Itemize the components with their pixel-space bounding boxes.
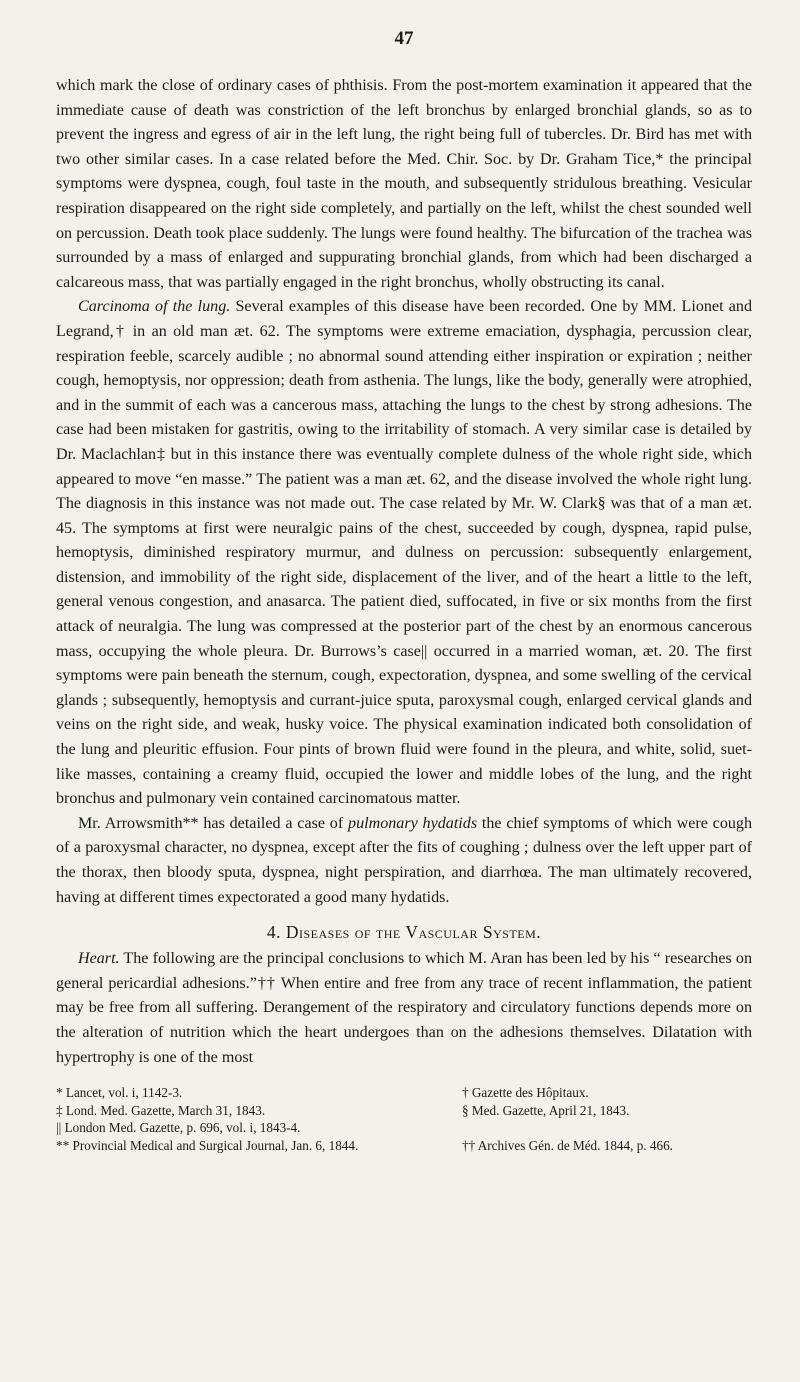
footnote: * Lancet, vol. i, 1142-3.: [56, 1085, 183, 1101]
carcinoma-lead: Carcinoma of the lung.: [78, 298, 231, 316]
footnotes: [56, 1084, 752, 1154]
heart-body: The following are the principal conclusions to which M. Aran has been led by his “ researches on general pericardial adhesions.”†† When entire and free from any trace of recent inflammation, the patient may be free from all suffering. Derangement of the respiratory and circulatory functions depends more on the alteration of nutrition which the heart undergoes than on the adhesions themselves. Dilatation with hypertrophy is one of the most: [56, 950, 752, 1066]
footnote: ‡ Lond. Med. Gazette, March 31, 1843.: [56, 1102, 266, 1118]
footnote: †† Archives Gén. de Méd. 1844, p. 466.: [462, 1137, 673, 1153]
page-number: 47: [394, 28, 414, 49]
paragraph-phthisis-case: which mark the close of ordinary cases of phthisis. From the post-mortem examination it appeared that the immediate cause of death was constriction of the left bronchus by enlarged bronchial glands, so as to prevent the ingress and egress of air in the left lung, the right being full of tubercles. Dr. Bird has met with two other similar cases. In a case related before the Med. Chir. Soc. by Dr. Graham Tice,* the principal symptoms were dyspnea, cough, foul taste in the mouth, and subsequently stridulous breathing. Vesicular respiration disappeared on the right side completely, and partially on the left, whilst the chest sounded well on percussion. Death took place suddenly. The lungs were found healthy. The bifurcation of the trachea was surrounded by a mass of enlarged and suppurating bronchial glands, from which had been discharged a calcareous mass, that was partially engaged in the right bronchus, wholly obstructing its canal.: [56, 77, 752, 291]
carcinoma-body: Several examples of this disease have been recorded. One by MM. Lionet and Legrand,† in an old man æt. 62. The symptoms were extreme emaciation, dysphagia, percussion clear, respiration feeble, scarcely audible ; no abnormal sound attending either inspiration or expiration ; neither cough, hemoptysis, nor oppression; death from asthenia. The lungs, like the body, generally were atrophied, and in the summit of each was a cancerous mass, attaching the lungs to the chest by strong adhesions. The case had been mistaken for gastritis, owing to the irritability of stomach. A very similar case is detailed by Dr. Maclachlan‡ but in this instance there was eventually complete dulness of the whole right side, which appeared to move “en masse.” The patient was a man æt. 62, and the disease involved the whole right lung. The diagnosis in this instance was not made out. The case related by Mr. W. Clark§ was that of a man æt. 45. The symptoms at first were neuralgic pains of the chest, succeeded by cough, dyspnea, rapid pulse, hemoptysis, diminished respiratory murmur, and dulness on percussion: subsequently enlargement, distension, and immobility of the right side, displacement of the liver, and of the heart a little to the left, general venous congestion, and anasarca. The patient died, suffocated, in five or six months from the first attack of neuralgia. The lung was compressed at the posterior part of the chest by an enormous cancerous mass, occupying the whole pleura. Dr. Burrows’s case|| occurred in a married woman, æt. 20. The first symptoms were pain beneath the sternum, cough, expectoration, dyspnea, and some swelling of the cervical glands ; subsequently, hemoptysis and currant-juice sputa, paroxysmal cough, enlarged cervical glands and veins on the right side, and weak, husky voice. The physical examination indicated both consolidation of the lung and pleuritic effusion. Four pints of brown fluid were found in the pleura, and white, solid, suet-like masses, containing a creamy fluid, occupied the lower and middle lobes of the lung, and the right bronchus and pulmonary vein contained carcinomatous matter.: [56, 298, 752, 808]
section-heading: 4. Diseases of the Vascular System.: [266, 922, 542, 943]
footnote: [462, 1119, 752, 1137]
footnote: ** Provincial Medical and Surgical Journal, Jan. 6, 1844.: [56, 1137, 359, 1153]
footnote: § Med. Gazette, April 21, 1843.: [462, 1102, 630, 1118]
paragraph-heart: [56, 947, 752, 1070]
footnote: || London Med. Gazette, p. 696, vol. i, 1843-4.: [56, 1120, 301, 1136]
hydatids-italic: pulmonary hydatids: [348, 814, 478, 832]
paragraph-carcinoma: [56, 295, 752, 811]
heart-lead: Heart.: [78, 950, 120, 968]
hydatids-after: the chief symptoms of which were cough of a paroxysmal character, no dyspnea, except after the fits of coughing ; dulness over the left upper part of the thorax, then bloody sputa, dyspnea, night perspiration, and diarrhœa. The man ultimately recovered, having at different times expectorated a good many hydatids.: [56, 814, 753, 906]
hydatids-before: Mr. Arrowsmith** has detailed a case of: [78, 814, 349, 832]
paragraph-hydatids: [56, 812, 752, 910]
footnote: † Gazette des Hôpitaux.: [462, 1085, 589, 1101]
